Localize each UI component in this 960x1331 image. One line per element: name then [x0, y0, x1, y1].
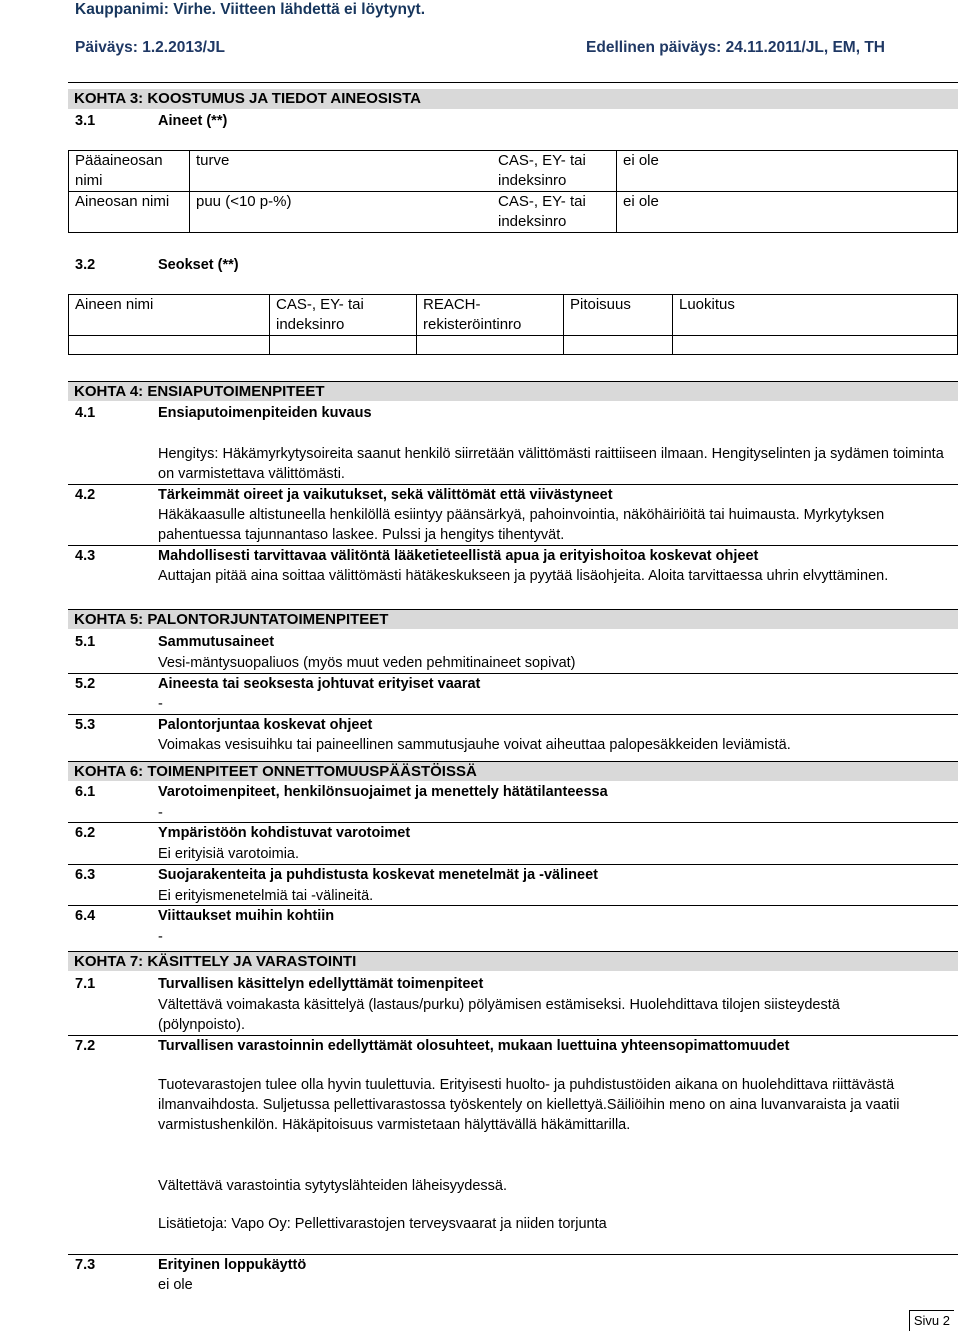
s62-text: Ei erityisiä varotoimia. [158, 846, 300, 862]
s72-title: Turvallisen varastoinnin edellyttämät olosuhteet, mukaan luettuina yhteensopimattomuudet [158, 1038, 790, 1054]
section-6-title: KOHTA 6: TOIMENPITEET ONNETTOMUUSPÄÄSTÖISSÄ [68, 761, 958, 781]
s32-title: Seokset (**) [158, 257, 239, 273]
s51-num: 5.1 [75, 634, 96, 650]
s42-num: 4.2 [75, 487, 96, 503]
substance-cas: CAS-, EY- tai indeksinro [492, 151, 617, 192]
empty-cell [270, 336, 417, 355]
date-label: Päiväys: [75, 39, 138, 56]
previous-date: Edellinen päiväys: 24.11.2011/JL, EM, TH [586, 39, 885, 56]
trade-name-line [75, 0, 425, 20]
s53-num: 5.3 [75, 717, 96, 733]
s61-num: 6.1 [75, 784, 96, 800]
s73-text: ei ole [158, 1277, 193, 1293]
col-header: REACH-rekisteröintinro [417, 295, 564, 336]
s62-num: 6.2 [75, 825, 96, 841]
table-row [69, 151, 958, 192]
s52-num: 5.2 [75, 676, 96, 692]
s72-num: 7.2 [75, 1038, 96, 1054]
s43-num: 4.3 [75, 548, 96, 564]
s72-paragraph-3: Lisätietoja: Vapo Oy: Pellettivarastojen terveysvaarat ja niiden torjunta [158, 1216, 607, 1232]
substance-value: ei ole [617, 151, 958, 192]
mixtures-table [68, 294, 958, 355]
s64-num: 6.4 [75, 908, 96, 924]
col-header: CAS-, EY- tai indeksinro [270, 295, 417, 336]
s63-text: Ei erityismenetelmiä tai -välineitä. [158, 888, 374, 904]
s72-paragraph-2: Vältettävä varastointia sytytyslähteiden läheisyydessä. [158, 1178, 507, 1194]
s41-num: 4.1 [75, 405, 96, 421]
date-value: 1.2.2013/JL [142, 39, 225, 56]
section-3-title: KOHTA 3: KOOSTUMUS JA TIEDOT AINEOSISTA [68, 89, 958, 109]
s64-title: Viittaukset muihin kohtiin [158, 908, 335, 924]
s64-text: - [158, 929, 163, 945]
date-line [75, 38, 225, 58]
s53-text: Voimakas vesisuihku tai paineellinen sammutusjauhe voivat aiheuttaa palopesäkkeiden leviämistä. [158, 737, 791, 753]
col-header: Aineen nimi [69, 295, 270, 336]
empty-cell [417, 336, 564, 355]
empty-cell [673, 336, 958, 355]
s53-title: Palontorjuntaa koskevat ohjeet [158, 717, 373, 733]
s31-num: 3.1 [75, 113, 96, 129]
s42-title: Tärkeimmät oireet ja vaikutukset, sekä välittömät että viivästyneet [158, 487, 613, 503]
substances-table [68, 150, 958, 233]
s73-title: Erityinen loppukäyttö [158, 1257, 307, 1273]
substance-label: Pääaineosan nimi [69, 151, 190, 192]
substance-name: puu (<10 p-%) [190, 192, 493, 233]
substance-label: Aineosan nimi [69, 192, 190, 233]
s52-text: - [158, 696, 163, 712]
substance-cas: CAS-, EY- tai indeksinro [492, 192, 617, 233]
substance-name: turve [190, 151, 493, 192]
empty-cell [69, 336, 270, 355]
page-number: Sivu 2 [909, 1310, 954, 1331]
s63-title: Suojarakenteita ja puhdistusta koskevat menetelmät ja -välineet [158, 867, 598, 883]
table-row [69, 336, 958, 355]
s71-num: 7.1 [75, 976, 96, 992]
s51-title: Sammutusaineet [158, 634, 275, 650]
table-row [69, 192, 958, 233]
trade-name-value: Virhe. Viitteen lähdettä ei löytynyt. [173, 1, 425, 18]
s32-num: 3.2 [75, 257, 96, 273]
s71-title: Turvallisen käsittelyn edellyttämät toimenpiteet [158, 976, 484, 992]
section-4-title: KOHTA 4: ENSIAPUTOIMENPITEET [68, 381, 958, 401]
table-row [69, 295, 958, 336]
s43-title: Mahdollisesti tarvittavaa välitöntä lääketieteellistä apua ja erityishoitoa koskevat ohjeet [158, 548, 759, 564]
s31-title: Aineet (**) [158, 113, 228, 129]
s62-title: Ympäristöön kohdistuvat varotoimet [158, 825, 411, 841]
s61-title: Varotoimenpiteet, henkilönsuojaimet ja menettely hätätilanteessa [158, 784, 608, 800]
s73-num: 7.3 [75, 1257, 96, 1273]
substance-value: ei ole [617, 192, 958, 233]
col-header: Pitoisuus [564, 295, 673, 336]
trade-name-label: Kauppanimi: [75, 1, 169, 18]
col-header: Luokitus [673, 295, 958, 336]
s71-text: Vältettävä voimakasta käsittelyä (lastaus/purku) pölyämisen estämiseksi. Huolehdittava tilojen siisteydestä (pölynpoisto). [158, 997, 840, 1033]
s61-text: - [158, 805, 163, 821]
section-7-title: KOHTA 7: KÄSITTELY JA VARASTOINTI [68, 951, 958, 971]
s51-text: Vesi-mäntysuopaliuos (myös muut veden pehmitinaineet sopivat) [158, 655, 576, 671]
s63-num: 6.3 [75, 867, 96, 883]
empty-cell [564, 336, 673, 355]
section-5-title: KOHTA 5: PALONTORJUNTATOIMENPITEET [68, 609, 958, 629]
s72-paragraph-1: Tuotevarastojen tulee olla hyvin tuulettuvia. Erityisesti huolto- ja puhdistustöiden aikana on huolehdittava riittävästä ilmanvaihdosta. Suljetussa pellettivarastossa työskentely on kiellettyä.Säiliöihin meno on aina luvanvaraista ja vaatii varmistushenkilön. Häkäpitoisuus varmistetaan hälyttävällä häkämittarilla. [158, 1077, 900, 1133]
s41-title: Ensiaputoimenpiteiden kuvaus [158, 405, 372, 421]
s42-text: Häkäkaasulle altistuneella henkilöllä esiintyy päänsärkyä, pahoinvointia, näköhäiriöitä tai huimausta. Myrkytyksen pahentuessa tajunnantaso laskee. Pulssi ja hengitys tihentyvät. [158, 507, 885, 543]
s43-text: Auttajan pitää aina soittaa välittömästi hätäkeskukseen ja pyytää lisäohjeita. Aloita tarvittaessa uhrin elvyttäminen. [158, 568, 889, 584]
s52-title: Aineesta tai seoksesta johtuvat erityiset vaarat [158, 676, 481, 692]
s41-text: Hengitys: Häkämyrkytysoireita saanut henkilö siirretään välittömästi raittiiseen ilmaan. Hengityselinten ja sydämen toiminta on varmistettava välittömästi. [158, 446, 944, 482]
divider [68, 82, 958, 83]
